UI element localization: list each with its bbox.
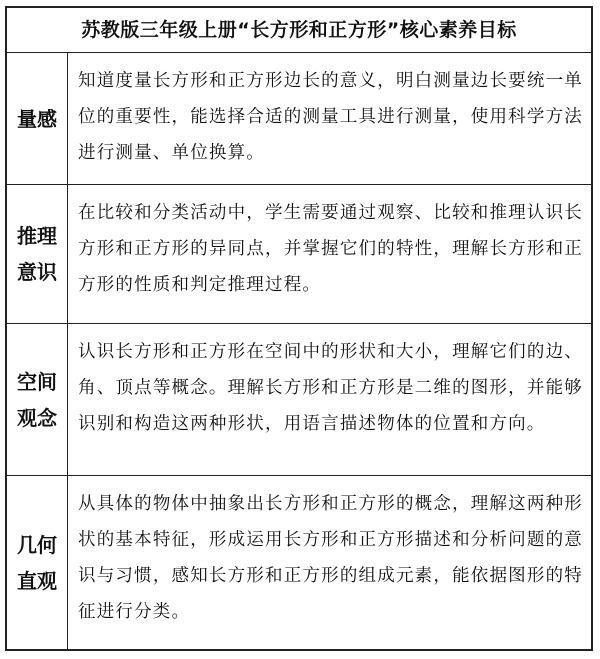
table-row-ji-he-zhi-guan <box>7 476 591 650</box>
table-row-tui-li-yi-shi <box>7 185 591 324</box>
table-row-liang-gan <box>7 53 591 185</box>
row-label <box>7 476 68 650</box>
row-label-line: 空间 <box>17 369 57 394</box>
table-row-kong-jian-guan-nian <box>7 324 591 476</box>
row-description: 从具体的物体中抽象出长方形和正方形的概念，理解这两种形状的基本特征，形成运用长方形和正方形描述和分析问题的意识与习惯，感知长方形和正方形的组成元素，能依据图形的特征进行分类。 <box>78 494 583 622</box>
row-label <box>7 53 68 184</box>
row-description: 认识长方形和正方形在空间中的形状和大小，理解它们的边、角、顶点等概念。理解长方形和正方形是二维的图形，并能够识别和构造这两种形状，用语言描述物体的位置和方向。 <box>78 342 583 434</box>
table-title: 苏教版三年级上册“长方形和正方形”核心素养目标 <box>7 8 591 53</box>
core-literacy-table <box>5 6 593 651</box>
row-label-line: 推理 <box>17 224 57 248</box>
row-description: 知道度量长方形和正方形边长的意义，明白测量边长要统一单位的重要性，能选择合适的测量工具进行测量，使用科学方法进行测量、单位换算。 <box>78 71 583 163</box>
row-label-line: 量感 <box>17 106 57 131</box>
row-label-line: 几何 <box>17 533 57 557</box>
row-label-line: 直观 <box>17 569 57 593</box>
row-label-line: 意识 <box>17 260 57 284</box>
row-label <box>7 324 68 475</box>
row-label-line: 观念 <box>17 405 57 430</box>
row-label <box>7 185 68 323</box>
row-description: 在比较和分类活动中，学生需要通过观察、比较和推理认识长方形和正方形的异同点，并掌握它们的特性，理解长方形和正方形的性质和判定推理过程。 <box>78 203 583 295</box>
